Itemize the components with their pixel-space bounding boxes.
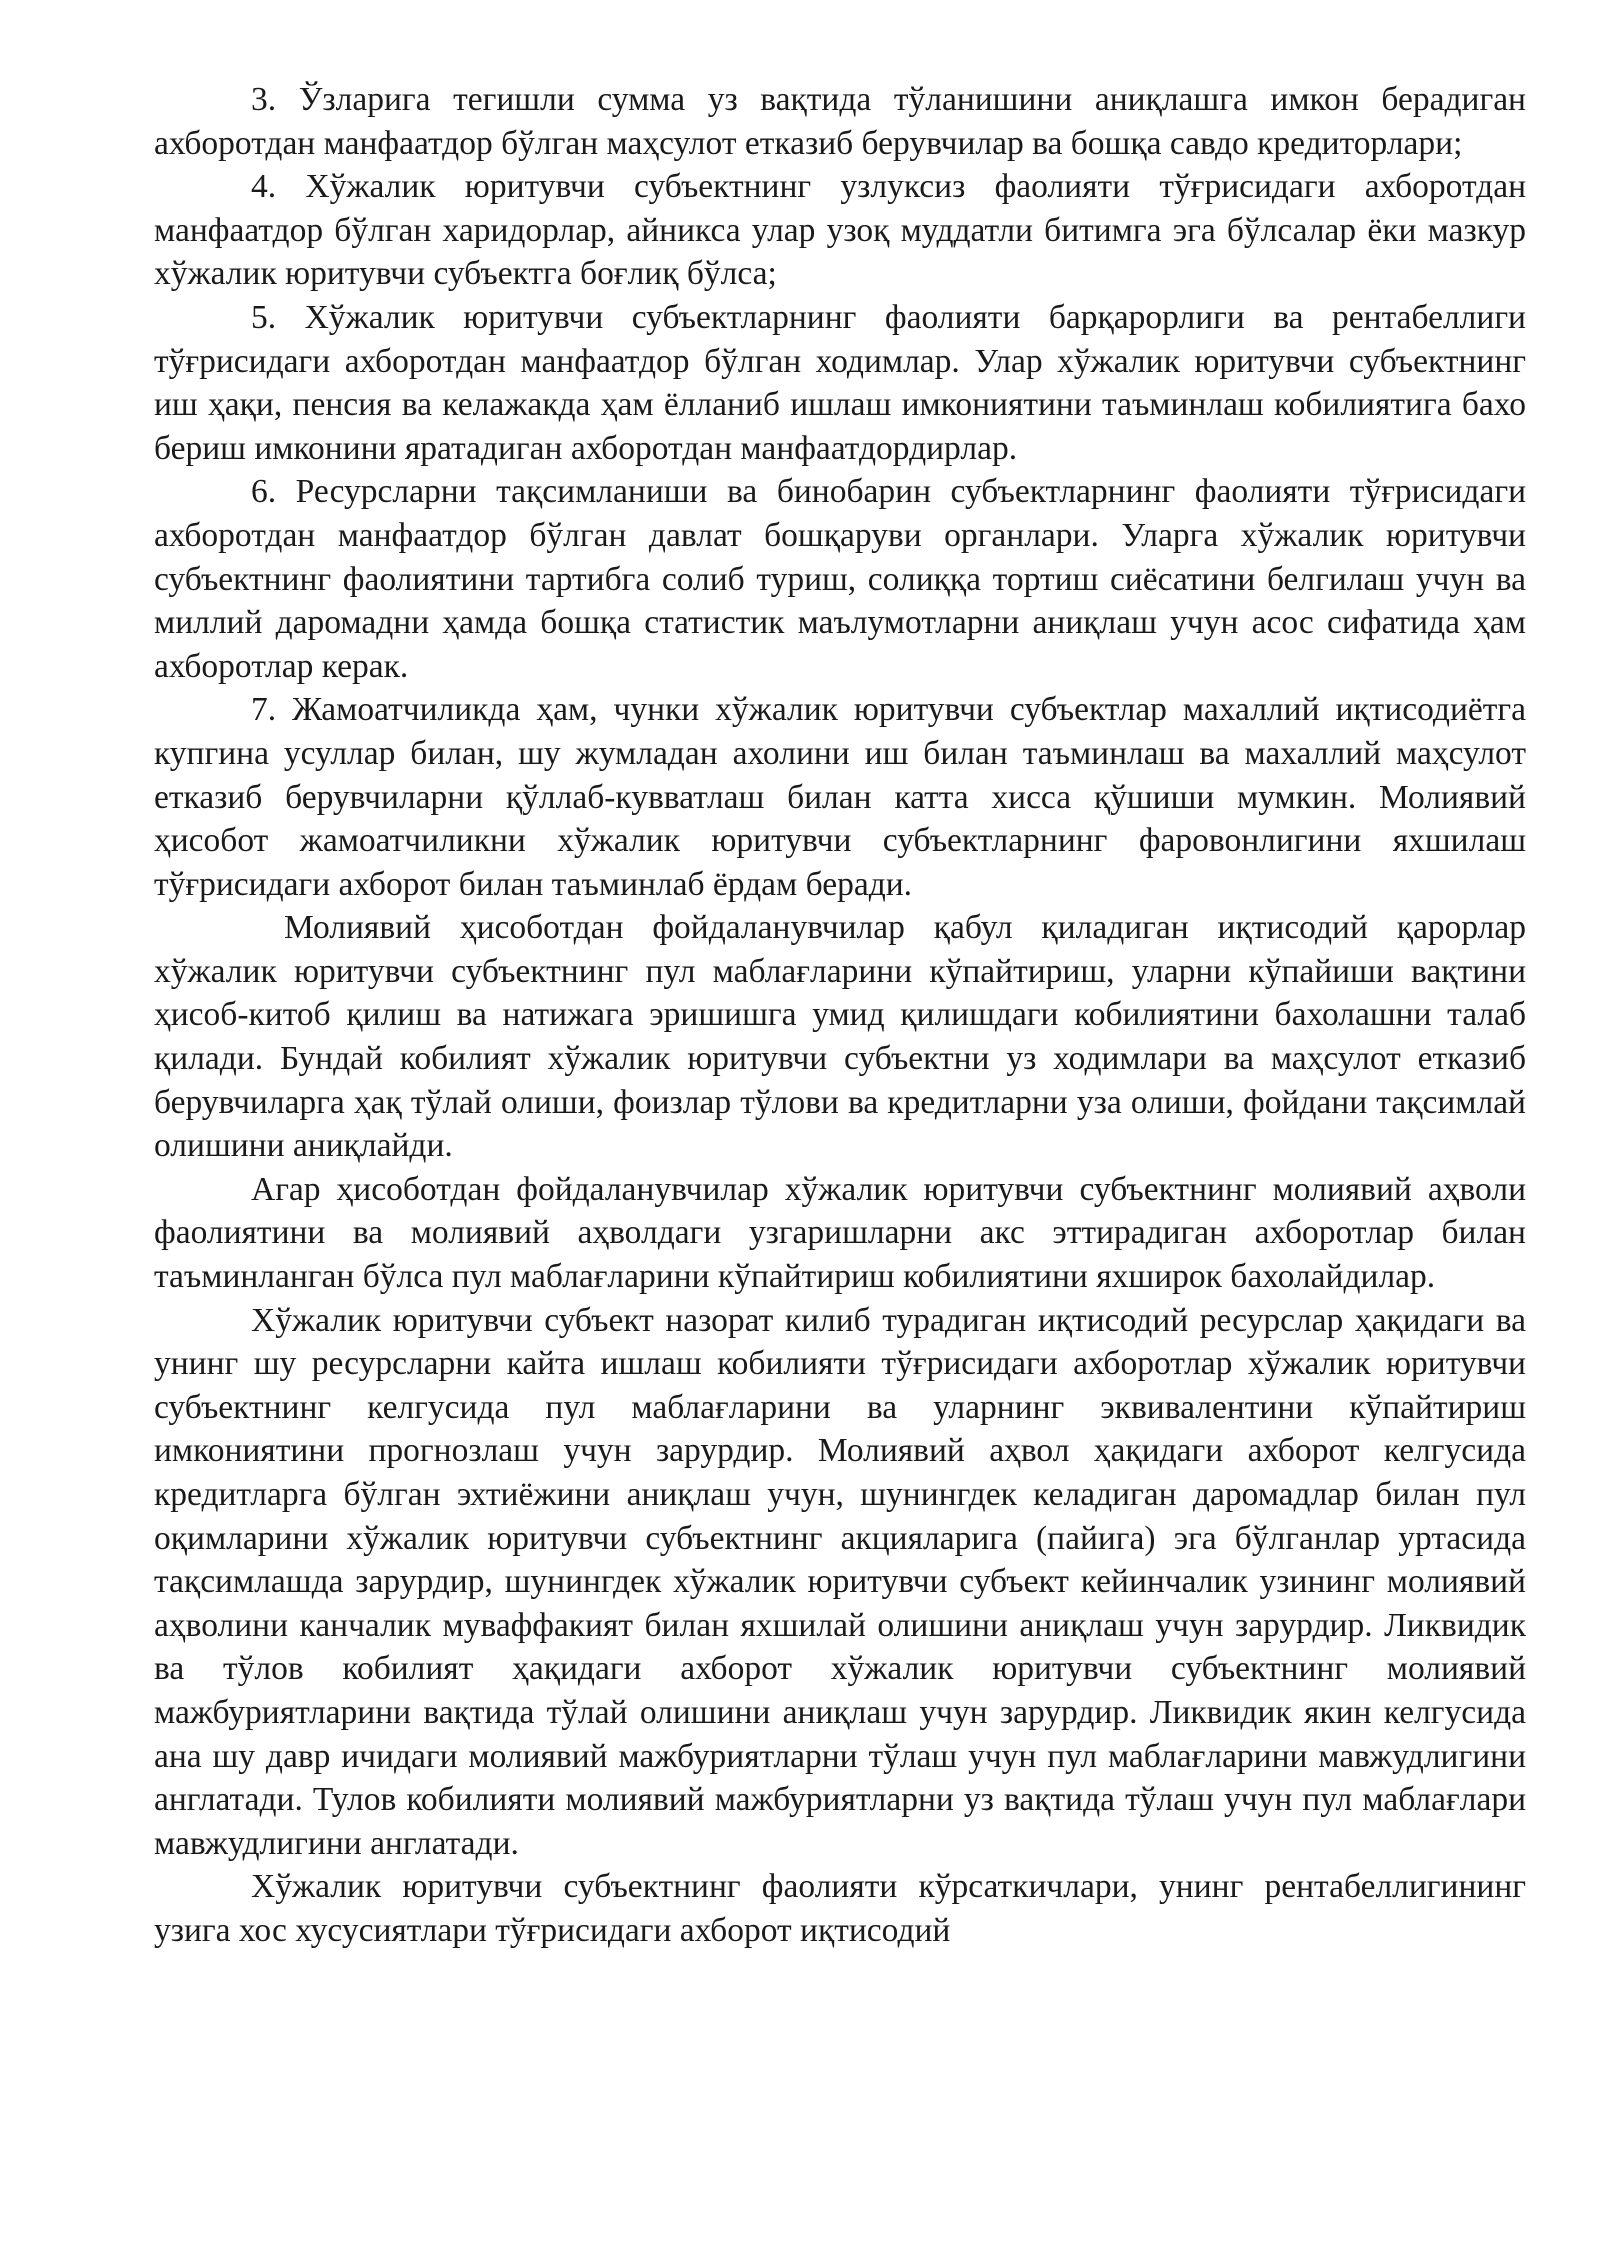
paragraph-item-5-employees: 5. Хўжалик юритувчи субъектларнинг фаолияти барқарорлиги ва рентабеллиги тўғрисидаги ахборотдан манфаатдор бўлган ходимлар. Улар хўжалик юритувчи субъектнинг иш ҳақи, пенсия ва келажакда ҳам ёлланиб ишлаш имкониятини таъминлаш кобилиятига бахо бериш имконини яратадиган ахборотдан манфаатдордирлар. [154,298,1526,467]
paragraph-financial-position: Агар ҳисоботдан фойдаланувчилар хўжалик юритувчи субъектнинг молиявий аҳволи фаолиятини ва молиявий аҳволдаги узгаришларни акс эттирадиган ахборотлар билан таъминланган бўлса пул маблағларини кўпайтириш кобилиятини яхширок бахолайдилар. [154,1170,1526,1296]
paragraph-economic-decisions: Молиявий ҳисоботдан фойдаланувчилар қабул қиладиган иқтисодий қарорлар хўжалик юритувчи субъектнинг пул маблағларини кўпайтириш, уларни кўпайиши вақтини ҳисоб-китоб қилиш ва натижага эришишга умид қилишдаги кобилиятини бахолашни талаб қилади. Бундай кобилият хўжалик юритувчи субъектни уз ходимлари ва маҳсулот етказиб берувчиларга ҳақ тўлай олиши, фоизлар тўлови ва кредитларни уза олиши, фойдани тақсимлай олишини аниқлайди. [154,909,1526,1165]
paragraph-item-3-trade-creditors: 3. Ўзларига тегишли сумма уз вақтида тўланишини аниқлашга имкон берадиган ахборотдан манфаатдор бўлган маҳсулот етказиб берувчилар ва бошқа савдо кредиторлари; [154,81,1526,162]
paragraph-performance-indicators: Хўжалик юритувчи субъектнинг фаолияти кўрсаткичлари, унинг рентабеллигининг узига хос хусусиятлари тўғрисидаги ахборот иқтисодий [154,1868,1526,1949]
document-page [154,78,1526,1953]
paragraph-economic-resources: Хўжалик юритувчи субъект назорат килиб турадиган иқтисодий ресурслар ҳақидаги ва унинг шу ресурсларни кайта ишлаш кобилияти тўғрисидаги ахборотлар хўжалик юритувчи субъектнинг келгусида пул маблағларини ва уларнинг эквивалентини кўпайтириш имкониятини прогнозлаш учун зарурдир. Молиявий аҳвол ҳақидаги ахборот келгусида кредитларга бўлган эхтиёжини аниқлаш учун, шунингдек келадиган даромадлар билан пул оқимларини хўжалик юритувчи субъектнинг акцияларига (пайига) эга бўлганлар уртасида тақсимлашда зарурдир, шунингдек хўжалик юритувчи субъект кейинчалик узининг молиявий аҳволини канчалик муваффакият билан яхшилай олишини аниқлаш учун зарурдир. Ликвидик ва тўлов кобилият ҳақидаги ахборот хўжалик юритувчи субъектнинг молиявий мажбуриятларини вақтида тўлай олишини аниқлаш учун зарурдир. Ликвидик якин келгусида ана шу давр ичидаги молиявий мажбуриятларни тўлаш учун пул маблағларини мавжудлигини англатади. Тулов кобилияти молиявий мажбуриятларни уз вақтида тўлаш учун пул маблағлари мавжудлигини англатади. [154,1301,1526,1862]
paragraph-item-7-public: 7. Жамоатчиликда ҳам, чунки хўжалик юритувчи субъектлар махаллий иқтисодиётга купгина усуллар билан, шу жумладан ахолини иш билан таъминлаш ва махаллий маҳсулот етказиб берувчиларни қўллаб-кувватлаш билан катта хисса қўшиши мумкин. Молиявий ҳисобот жамоатчиликни хўжалик юритувчи субъектларнинг фаровонлигини яхшилаш тўғрисидаги ахборот билан таъминлаб ёрдам беради. [154,691,1526,903]
paragraph-item-4-customers: 4. Хўжалик юритувчи субъектнинг узлуксиз фаолияти тўғрисидаги ахборотдан манфаатдор бўлган харидорлар, айникса улар узоқ муддатли битимга эга бўлсалар ёки мазкур хўжалик юритувчи субъектга боғлиқ бўлса; [154,168,1526,293]
paragraph-item-6-government: 6. Ресурсларни тақсимланиши ва бинобарин субъектларнинг фаолияти тўғрисидаги ахборотдан манфаатдор бўлган давлат бошқаруви органлари. Уларга хўжалик юритувчи субъектнинг фаолиятини тартибга солиб туриш, солиққа тортиш сиёсатини белгилаш учун ва миллий даромадни ҳамда бошқа статистик маълумотларни аниқлаш учун асос сифатида ҳам ахборотлар керак. [154,473,1526,685]
